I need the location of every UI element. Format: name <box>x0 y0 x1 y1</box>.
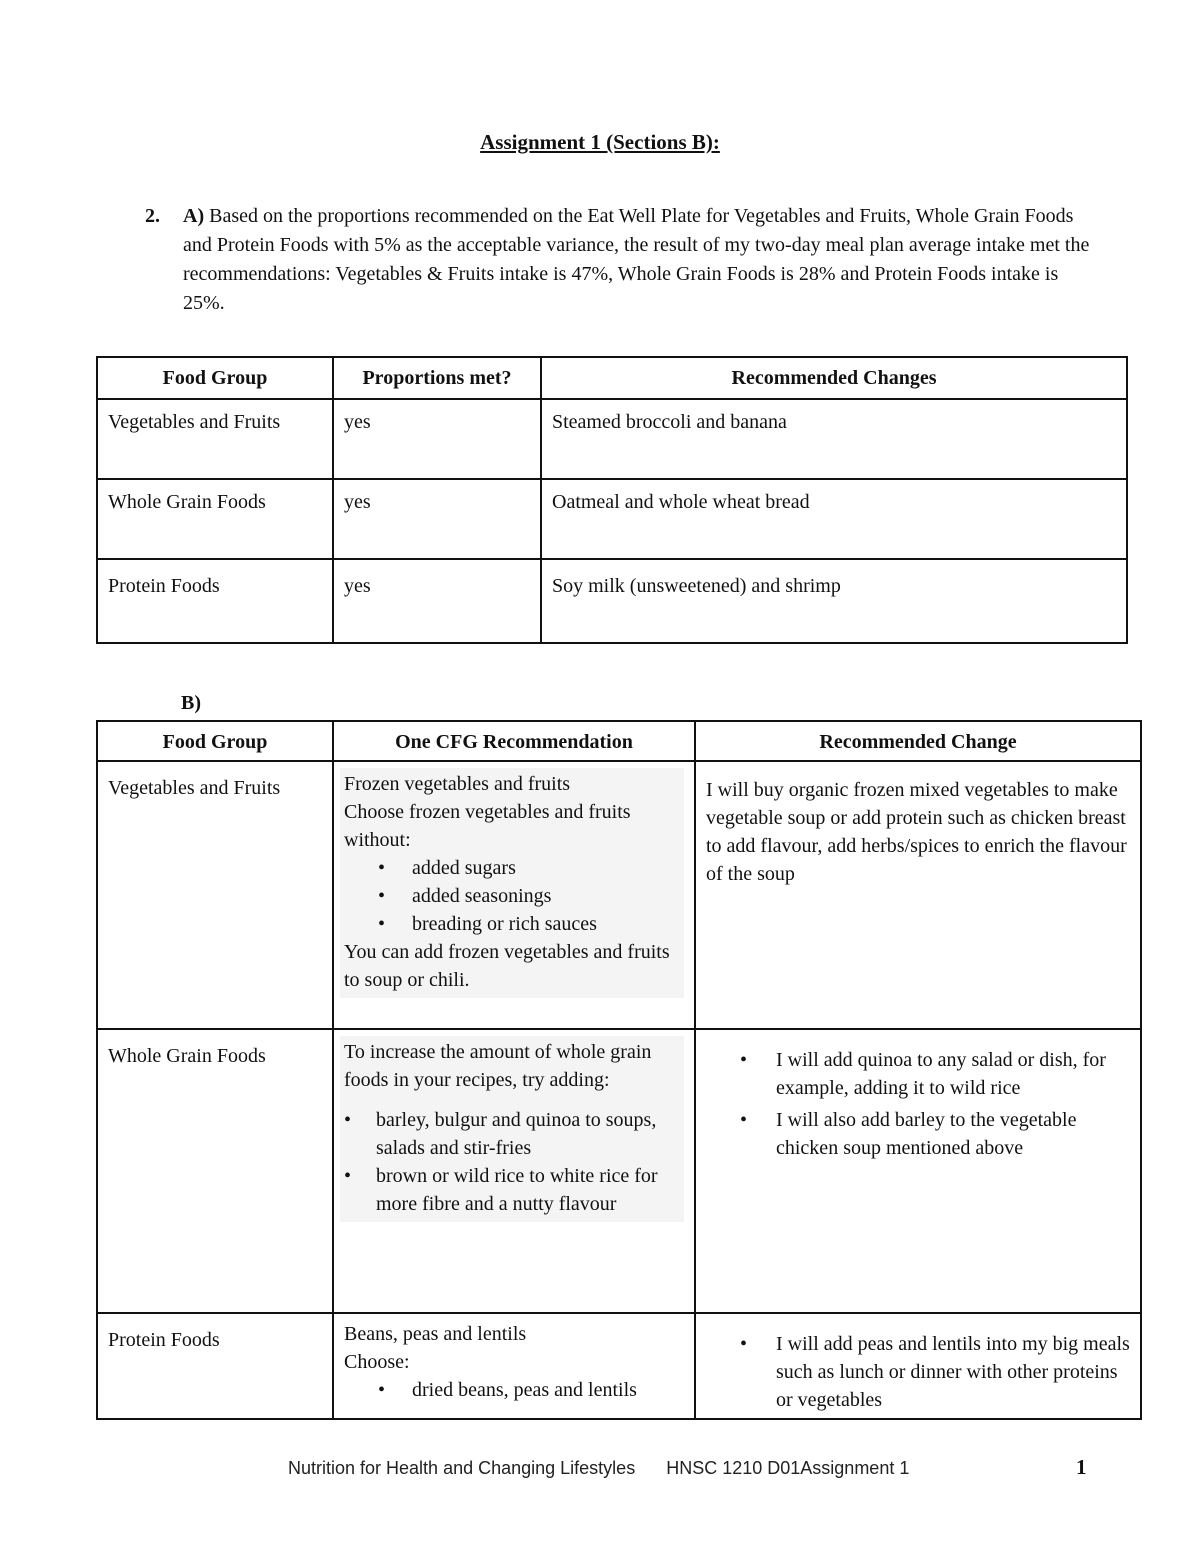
table-row <box>97 399 1127 479</box>
table-header-row <box>97 357 1127 399</box>
change-bullet-list <box>706 1330 1130 1414</box>
column-header: Recommended Change <box>695 721 1141 761</box>
cfg-recommendation-cell <box>333 761 695 1029</box>
footer-course-code: HNSC 1210 D01Assignment 1 <box>666 1458 910 1478</box>
recommended-changes-cell: Oatmeal and whole wheat bread <box>541 479 1127 559</box>
recommended-change-cell <box>695 1313 1141 1419</box>
footer-course-title: Nutrition for Health and Changing Lifestyles <box>288 1458 636 1478</box>
list-item: • added seasonings <box>344 882 680 910</box>
cfg-recommendation-table <box>96 720 1142 1420</box>
part-b-label: B) <box>181 692 201 714</box>
cfg-text: You can add frozen vegetables and fruits to soup or chili. <box>344 941 670 991</box>
question-text-block <box>183 202 1103 318</box>
page-title: Assignment 1 (Sections B): <box>480 130 720 154</box>
column-header: One CFG Recommendation <box>333 721 695 761</box>
food-group-cell: Vegetables and Fruits <box>97 399 333 479</box>
proportion-met-cell: yes <box>333 559 541 643</box>
list-item: • I will add quinoa to any salad or dish, for example, adding it to wild rice <box>706 1046 1130 1102</box>
food-group-cell: Vegetables and Fruits <box>97 761 333 1029</box>
page-footer <box>288 1458 935 1479</box>
recommended-change-cell: I will buy organic frozen mixed vegetables to make vegetable soup or add protein such as chicken breast to add flavour, add herbs/spices to enrich the flavour of the soup <box>695 761 1141 1029</box>
recommended-change-cell <box>695 1029 1141 1313</box>
proportion-met-cell: yes <box>333 399 541 479</box>
list-item: • breading or rich sauces <box>344 910 680 938</box>
list-item: • dried beans, peas and lentils <box>344 1376 684 1404</box>
cfg-bullet-list <box>344 1106 680 1218</box>
table-row <box>97 559 1127 643</box>
cfg-quote <box>340 1036 684 1222</box>
recommended-changes-cell: Steamed broccoli and banana <box>541 399 1127 479</box>
cfg-bullet-list <box>344 1376 684 1404</box>
cfg-recommendation-cell <box>333 1313 695 1419</box>
list-item: • I will add peas and lentils into my big meals such as lunch or dinner with other proteins or vegetables <box>706 1330 1130 1414</box>
food-group-cell: Protein Foods <box>97 1313 333 1419</box>
page-number: 1 <box>1076 1455 1087 1479</box>
cfg-text: Choose frozen vegetables and fruits without: <box>344 801 631 851</box>
proportion-met-cell: yes <box>333 479 541 559</box>
cfg-text: Choose: <box>344 1351 410 1373</box>
question-text: Based on the proportions recommended on the Eat Well Plate for Vegetables and Fruits, Whole Grain Foods and Protein Foods with 5% as the acceptable variance, the result of my two-day meal plan average intake met the recommendations: Vegetables & Fruits intake is 47%, Whole Grain Foods is 28% and Protein Foods intake is 25%. <box>183 205 1090 314</box>
table-row <box>97 761 1141 1029</box>
question-number: 2. <box>145 205 160 227</box>
cfg-recommendation-cell <box>333 1029 695 1313</box>
food-group-cell: Protein Foods <box>97 559 333 643</box>
list-item: • brown or wild rice to white rice for more fibre and a nutty flavour <box>344 1162 680 1218</box>
food-group-cell: Whole Grain Foods <box>97 1029 333 1313</box>
table-header-row <box>97 721 1141 761</box>
table-row <box>97 1029 1141 1313</box>
part-a-label: A) <box>183 205 205 227</box>
column-header: Proportions met? <box>333 357 541 399</box>
proportions-table <box>96 356 1128 644</box>
list-item: • I will also add barley to the vegetable chicken soup mentioned above <box>706 1106 1130 1162</box>
list-item: • barley, bulgur and quinoa to soups, salads and stir-fries <box>344 1106 680 1162</box>
column-header: Food Group <box>97 721 333 761</box>
recommended-changes-cell: Soy milk (unsweetened) and shrimp <box>541 559 1127 643</box>
cfg-quote <box>340 768 684 998</box>
column-header: Recommended Changes <box>541 357 1127 399</box>
table-row <box>97 1313 1141 1419</box>
table-row <box>97 479 1127 559</box>
cfg-text: To increase the amount of whole grain foods in your recipes, try adding: <box>344 1041 652 1091</box>
column-header: Food Group <box>97 357 333 399</box>
list-item: • added sugars <box>344 854 680 882</box>
cfg-heading: Beans, peas and lentils <box>344 1323 527 1345</box>
cfg-bullet-list <box>344 854 680 938</box>
change-bullet-list <box>706 1046 1130 1162</box>
cfg-heading: Frozen vegetables and fruits <box>344 773 571 795</box>
food-group-cell: Whole Grain Foods <box>97 479 333 559</box>
